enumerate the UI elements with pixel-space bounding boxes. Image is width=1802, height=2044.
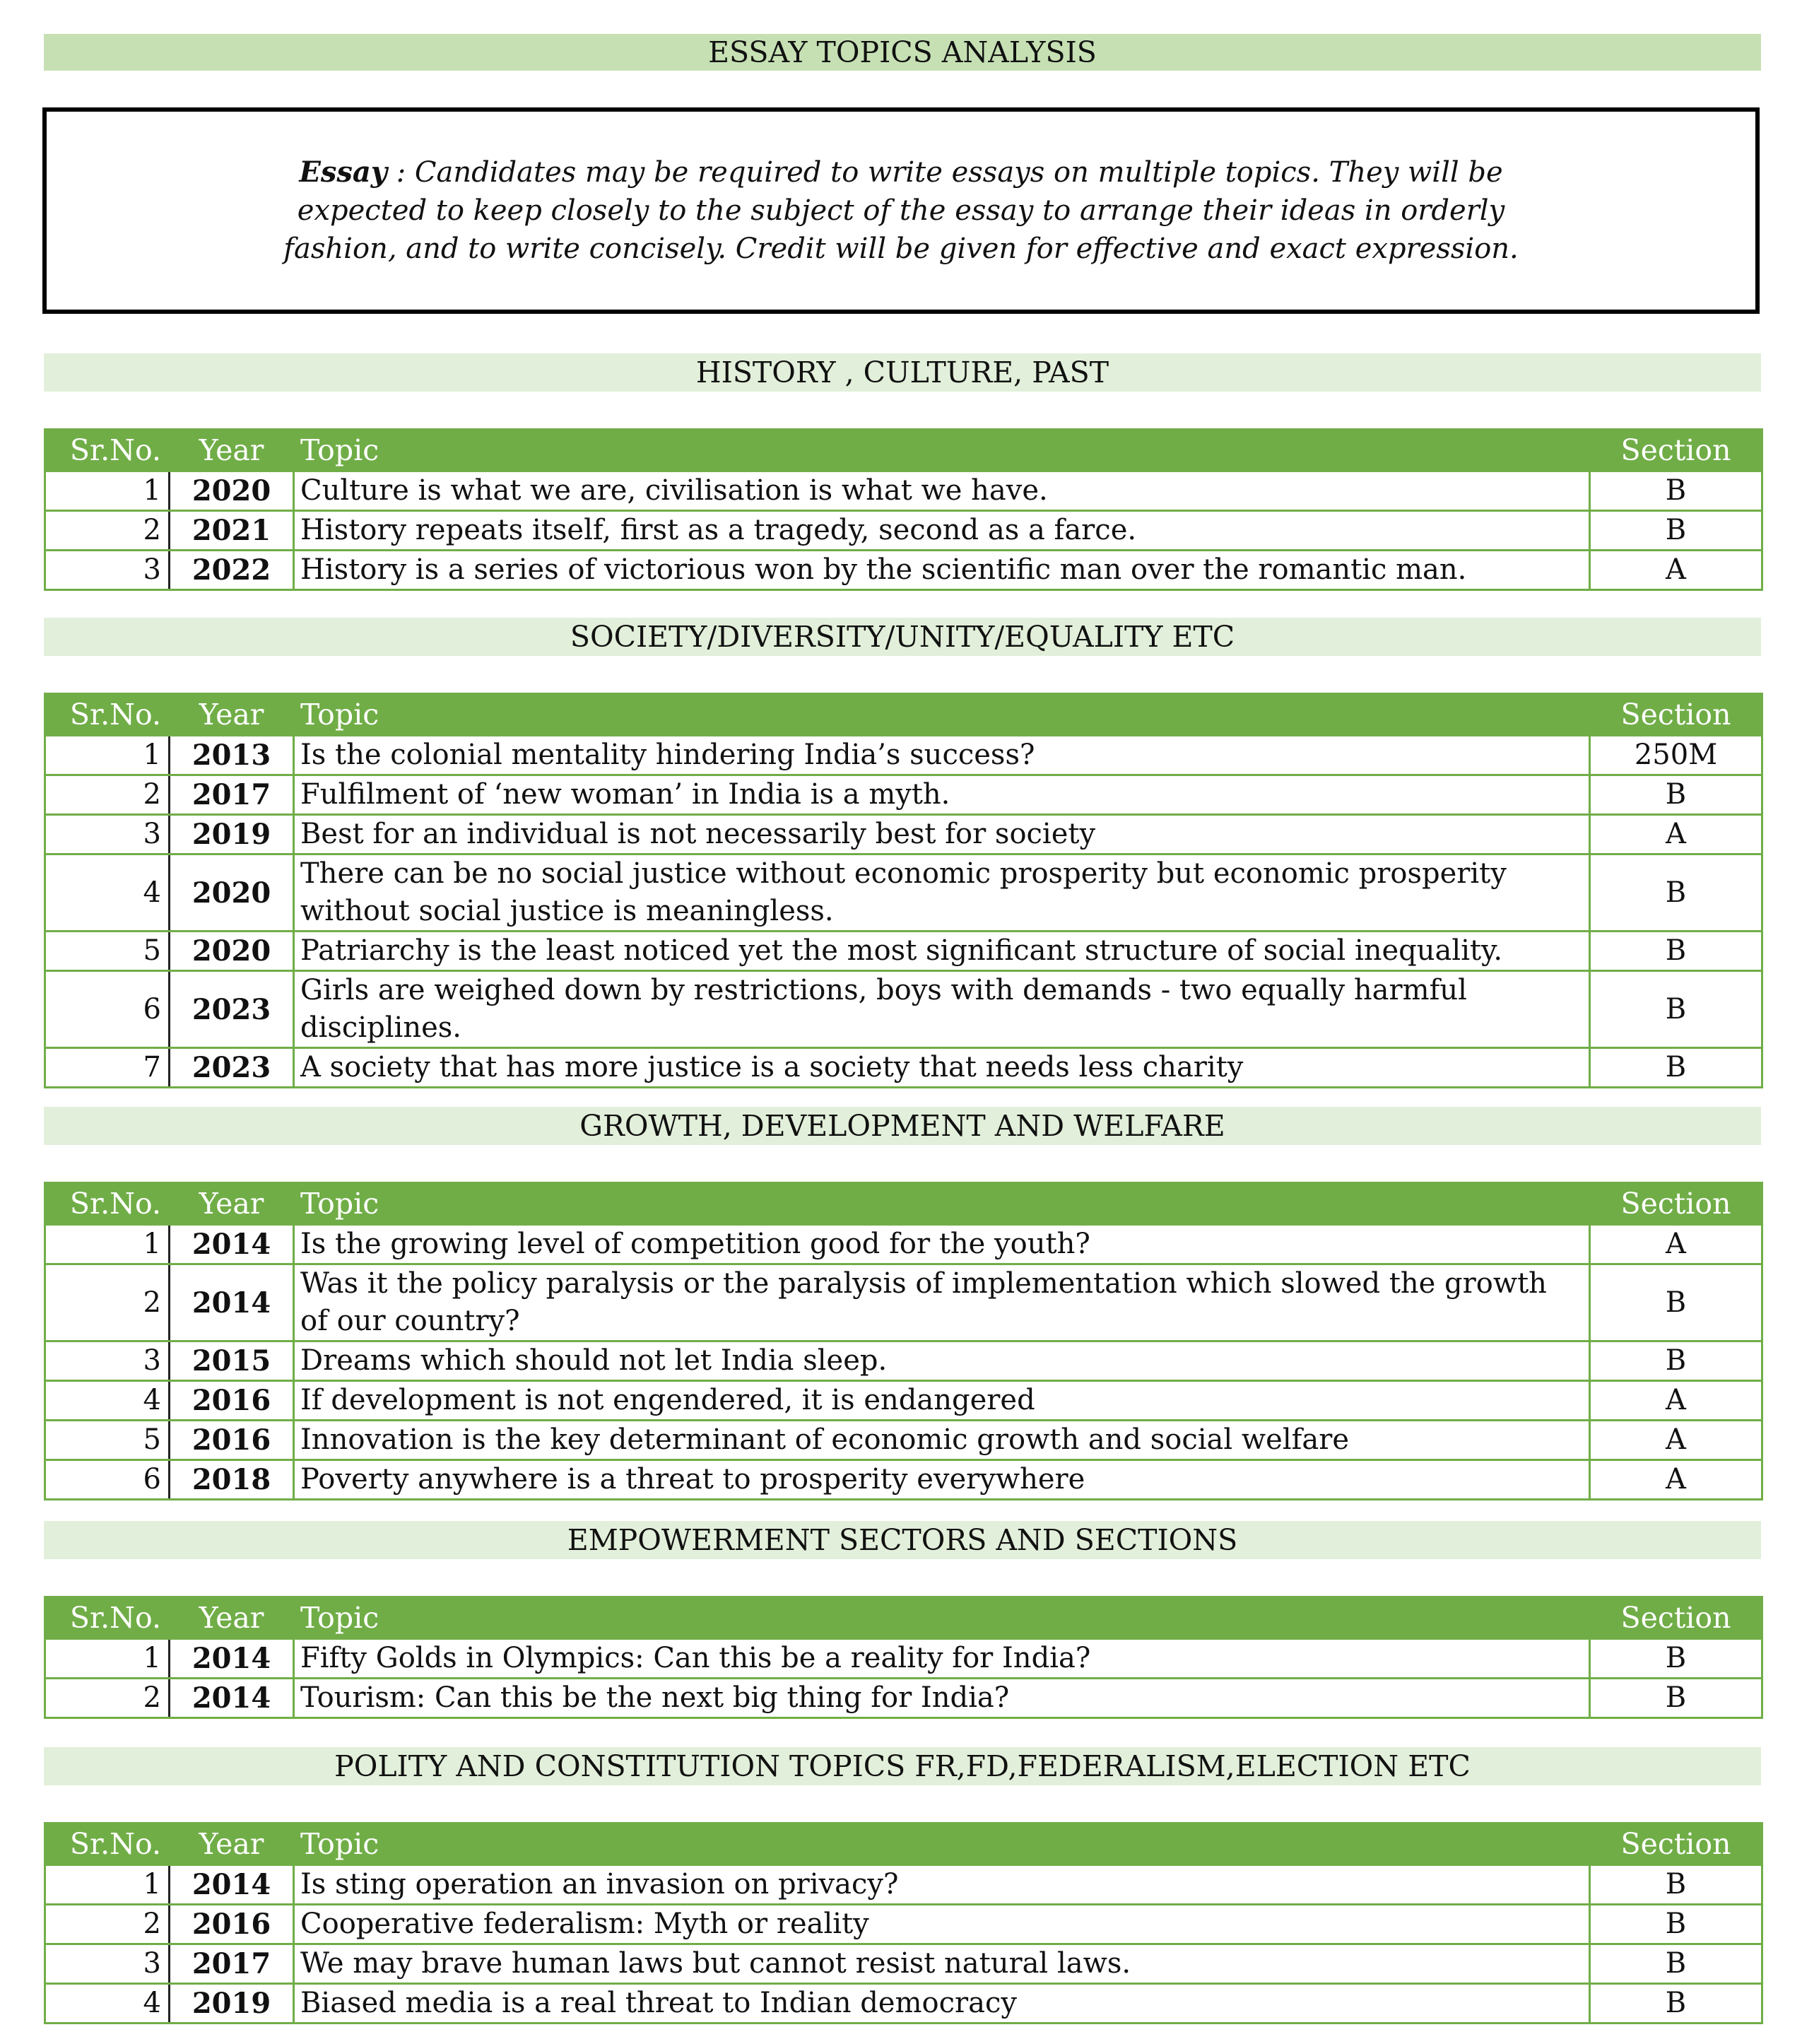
table-row [45, 1639, 1762, 1679]
header-sr-no: Sr.No. [45, 1823, 170, 1865]
table-row [45, 1341, 1762, 1381]
sr-no-cell: 6 [45, 971, 170, 1048]
header-year: Year [170, 1183, 294, 1225]
sr-no-cell: 3 [45, 1944, 170, 1984]
header-year: Year [170, 1823, 294, 1865]
year-cell: 2020 [170, 854, 294, 932]
header-topic: Topic [294, 430, 1590, 471]
year-cell: 2014 [170, 1865, 294, 1905]
sr-no-cell: 1 [45, 1639, 170, 1679]
header-section: Section [1590, 430, 1762, 471]
year-cell: 2015 [170, 1341, 294, 1381]
topic-cell: Dreams which should not let India sleep. [294, 1341, 1590, 1381]
section-cell: A [1590, 1381, 1762, 1421]
sr-no-cell: 6 [45, 1460, 170, 1500]
topic-cell: Is the colonial mentality hindering India’s success? [294, 736, 1590, 775]
year-cell: 2014 [170, 1225, 294, 1264]
section-title-polity: POLITY AND CONSTITUTION TOPICS FR,FD,FEDERALISM,ELECTION ETC [44, 1747, 1761, 1785]
topics-table-history [44, 428, 1763, 591]
year-cell: 2023 [170, 971, 294, 1048]
section-cell: B [1590, 471, 1762, 511]
year-cell: 2013 [170, 736, 294, 775]
sr-no-cell: 7 [45, 1048, 170, 1088]
section-cell: B [1590, 854, 1762, 932]
section-cell: B [1590, 1865, 1762, 1905]
header-sr-no: Sr.No. [45, 1183, 170, 1225]
header-sr-no: Sr.No. [45, 1597, 170, 1639]
section-cell: B [1590, 1679, 1762, 1718]
sr-no-cell: 4 [45, 1984, 170, 2024]
section-title-society: SOCIETY/DIVERSITY/UNITY/EQUALITY ETC [44, 618, 1761, 656]
section-cell: A [1590, 815, 1762, 854]
table-row [45, 1381, 1762, 1421]
table-row [45, 854, 1762, 932]
topics-table-growth [44, 1182, 1763, 1500]
table-header-row [45, 1597, 1762, 1639]
section-title-growth: GROWTH, DEVELOPMENT AND WELFARE [44, 1107, 1761, 1145]
section-cell: B [1590, 1905, 1762, 1944]
table-row [45, 1944, 1762, 1984]
sr-no-cell: 2 [45, 1679, 170, 1718]
year-cell: 2014 [170, 1264, 294, 1341]
table-row [45, 1460, 1762, 1500]
sr-no-cell: 1 [45, 736, 170, 775]
table-row [45, 471, 1762, 511]
topic-cell: Biased media is a real threat to Indian democracy [294, 1984, 1590, 2024]
header-year: Year [170, 694, 294, 736]
header-section: Section [1590, 1823, 1762, 1865]
topic-cell: Poverty anywhere is a threat to prosperity everywhere [294, 1460, 1590, 1500]
topic-cell: There can be no social justice without economic prosperity but economic prosperity without social justice is meaningless. [294, 854, 1590, 932]
year-cell: 2016 [170, 1421, 294, 1460]
section-cell: B [1590, 511, 1762, 551]
section-title-history: HISTORY , CULTURE, PAST [44, 353, 1761, 392]
section-cell: B [1590, 1639, 1762, 1679]
header-year: Year [170, 430, 294, 471]
essay-label: Essay [299, 155, 388, 189]
year-cell: 2022 [170, 551, 294, 590]
table-row [45, 1984, 1762, 2024]
year-cell: 2020 [170, 932, 294, 971]
header-topic: Topic [294, 1597, 1590, 1639]
essay-description [244, 153, 1558, 268]
header-topic: Topic [294, 694, 1590, 736]
year-cell: 2019 [170, 815, 294, 854]
topic-cell: History repeats itself, first as a tragedy, second as a farce. [294, 511, 1590, 551]
section-cell: A [1590, 551, 1762, 590]
table-row [45, 971, 1762, 1048]
sr-no-cell: 2 [45, 1905, 170, 1944]
topic-cell: Tourism: Can this be the next big thing for India? [294, 1679, 1590, 1718]
sr-no-cell: 3 [45, 551, 170, 590]
section-cell: B [1590, 932, 1762, 971]
table-row [45, 932, 1762, 971]
topic-cell: If development is not engendered, it is endangered [294, 1381, 1590, 1421]
topic-cell: Is the growing level of competition good for the youth? [294, 1225, 1590, 1264]
topic-cell: We may brave human laws but cannot resist natural laws. [294, 1944, 1590, 1984]
table-row [45, 815, 1762, 854]
header-year: Year [170, 1597, 294, 1639]
sr-no-cell: 5 [45, 1421, 170, 1460]
topic-cell: Girls are weighed down by restrictions, boys with demands - two equally harmful disciplines. [294, 971, 1590, 1048]
table-row [45, 1048, 1762, 1088]
section-title-empowerment: EMPOWERMENT SECTORS AND SECTIONS [44, 1521, 1761, 1559]
header-section: Section [1590, 1597, 1762, 1639]
topic-cell: Is sting operation an invasion on privacy? [294, 1865, 1590, 1905]
header-section: Section [1590, 694, 1762, 736]
section-cell: A [1590, 1421, 1762, 1460]
sr-no-cell: 2 [45, 775, 170, 815]
table-header-row [45, 1183, 1762, 1225]
page-title: ESSAY TOPICS ANALYSIS [44, 34, 1761, 71]
sr-no-cell: 1 [45, 1865, 170, 1905]
year-cell: 2014 [170, 1679, 294, 1718]
table-row [45, 511, 1762, 551]
section-cell: B [1590, 1341, 1762, 1381]
essay-description-text: : Candidates may be required to write essays on multiple topics. They will be expected to keep closely to the subject of the essay to arrange their ideas in orderly fashion, and to write concisely. Credit will be given for effective and exact expression. [283, 156, 1519, 265]
table-row [45, 1905, 1762, 1944]
sr-no-cell: 3 [45, 815, 170, 854]
topic-cell: Culture is what we are, civilisation is what we have. [294, 471, 1590, 511]
sr-no-cell: 4 [45, 1381, 170, 1421]
sr-no-cell: 1 [45, 471, 170, 511]
table-row [45, 1421, 1762, 1460]
sr-no-cell: 5 [45, 932, 170, 971]
topics-table-empowerment [44, 1596, 1763, 1719]
table-row [45, 551, 1762, 590]
essay-description-box [42, 107, 1760, 314]
table-row [45, 1865, 1762, 1905]
topic-cell: A society that has more justice is a society that needs less charity [294, 1048, 1590, 1088]
header-topic: Topic [294, 1823, 1590, 1865]
sr-no-cell: 1 [45, 1225, 170, 1264]
header-sr-no: Sr.No. [45, 694, 170, 736]
topic-cell: Fulfilment of ‘new woman’ in India is a myth. [294, 775, 1590, 815]
year-cell: 2019 [170, 1984, 294, 2024]
sr-no-cell: 3 [45, 1341, 170, 1381]
sr-no-cell: 2 [45, 511, 170, 551]
section-cell: B [1590, 1944, 1762, 1984]
sr-no-cell: 2 [45, 1264, 170, 1341]
table-row [45, 1679, 1762, 1718]
sr-no-cell: 4 [45, 854, 170, 932]
table-row [45, 1264, 1762, 1341]
section-cell: B [1590, 1984, 1762, 2024]
year-cell: 2018 [170, 1460, 294, 1500]
topics-table-polity [44, 1822, 1763, 2024]
year-cell: 2023 [170, 1048, 294, 1088]
topic-cell: Patriarchy is the least noticed yet the most significant structure of social inequality. [294, 932, 1590, 971]
header-section: Section [1590, 1183, 1762, 1225]
year-cell: 2016 [170, 1381, 294, 1421]
section-cell: B [1590, 775, 1762, 815]
section-cell: A [1590, 1460, 1762, 1500]
topic-cell: History is a series of victorious won by the scientific man over the romantic man. [294, 551, 1590, 590]
table-row [45, 775, 1762, 815]
table-header-row [45, 430, 1762, 471]
year-cell: 2016 [170, 1905, 294, 1944]
section-cell: B [1590, 971, 1762, 1048]
topic-cell: Fifty Golds in Olympics: Can this be a reality for India? [294, 1639, 1590, 1679]
year-cell: 2020 [170, 471, 294, 511]
table-row [45, 1225, 1762, 1264]
section-cell: B [1590, 1264, 1762, 1341]
table-row [45, 736, 1762, 775]
topic-cell: Cooperative federalism: Myth or reality [294, 1905, 1590, 1944]
table-header-row [45, 694, 1762, 736]
topic-cell: Was it the policy paralysis or the paralysis of implementation which slowed the growth of our country? [294, 1264, 1590, 1341]
section-cell: B [1590, 1048, 1762, 1088]
table-header-row [45, 1823, 1762, 1865]
year-cell: 2017 [170, 775, 294, 815]
section-cell: 250M [1590, 736, 1762, 775]
header-topic: Topic [294, 1183, 1590, 1225]
header-sr-no: Sr.No. [45, 430, 170, 471]
topic-cell: Best for an individual is not necessarily best for society [294, 815, 1590, 854]
section-cell: A [1590, 1225, 1762, 1264]
year-cell: 2017 [170, 1944, 294, 1984]
year-cell: 2014 [170, 1639, 294, 1679]
topics-table-society [44, 693, 1763, 1088]
topic-cell: Innovation is the key determinant of economic growth and social welfare [294, 1421, 1590, 1460]
year-cell: 2021 [170, 511, 294, 551]
